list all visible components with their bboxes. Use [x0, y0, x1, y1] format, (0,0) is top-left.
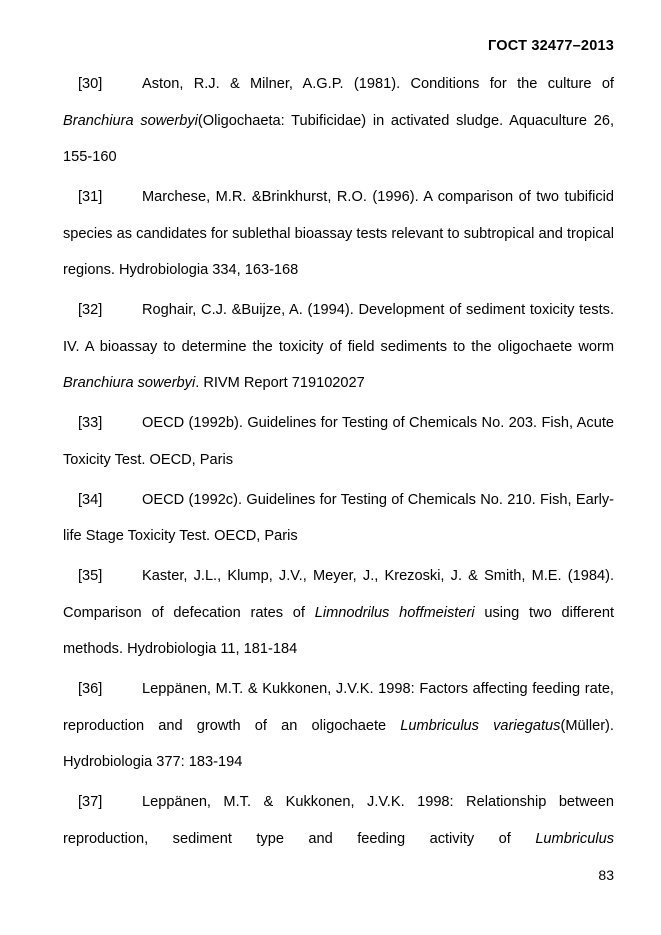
page-number: 83 [598, 867, 614, 883]
reference-text-continued: . RIVM Report 719102027 [195, 375, 365, 391]
reference-text: Kaster, J.L., Klump, J.V., Meyer, J., Krezoski, J. & Smith, M.E. (1984). Comparison of defecation rates of [63, 568, 614, 621]
reference-list [63, 66, 614, 861]
reference-text-continued: (Oligochaeta: Tubificidae) in activated sludge. Aquaculture 26, 155-160 [63, 112, 614, 165]
reference-text-continued: using two different methods. Hydrobiologia 11, 181-184 [63, 604, 614, 657]
reference-text: Aston, R.J. & Milner, A.G.P. (1981). Conditions for the culture of [142, 76, 614, 92]
reference-text-continued: (Müller). Hydrobiologia 377: 183-194 [63, 717, 614, 770]
reference-item-37 [63, 784, 614, 857]
reference-number: [33] [78, 415, 103, 431]
reference-number: [32] [78, 302, 103, 318]
reference-number: [37] [78, 794, 103, 810]
reference-text: Marchese, M.R. &Brinkhurst, R.O. (1996). A comparison of two tubificid species as candidates for sublethal bioassay tests relevant to subtropical and tropical regions. Hydrobiologia 334, 163-168 [63, 189, 614, 278]
reference-species-name: Lumbriculus [535, 830, 614, 847]
reference-species-name: Lumbriculus variegatus [400, 717, 561, 734]
reference-species-name: Branchiura sowerbyi [63, 112, 198, 129]
reference-item-32 [63, 292, 614, 402]
reference-text: Leppänen, M.T. & Kukkonen, J.V.K. 1998: Factors affecting feeding rate, reproduction and growth of an oligochaete [63, 681, 614, 734]
reference-item-31 [63, 179, 614, 289]
reference-text: OECD (1992c). Guidelines for Testing of Chemicals No. 210. Fish, Early-life Stage Toxicity Test. OECD, Paris [63, 491, 614, 544]
reference-item-30 [63, 66, 614, 176]
reference-number: [34] [78, 491, 103, 508]
reference-item-35 [63, 558, 614, 668]
reference-number: [31] [78, 189, 103, 205]
reference-number: [36] [78, 681, 103, 697]
reference-number: [30] [78, 76, 103, 92]
reference-text: OECD (1992b). Guidelines for Testing of Chemicals No. 203. Fish, Acute Toxicity Test. OECD, Paris [63, 415, 614, 468]
reference-item-34 [63, 482, 614, 555]
reference-text: Leppänen, M.T. & Kukkonen, J.V.K. 1998: Relationship between reproduction, sediment type and feeding activity of [63, 794, 614, 847]
reference-species-name: Branchiura sowerbyi [63, 375, 196, 391]
reference-number: [35] [78, 568, 103, 584]
document-standard-header: ГОСТ 32477–2013 [488, 38, 614, 54]
reference-item-36 [63, 671, 614, 781]
reference-text: Roghair, C.J. &Buijze, A. (1994). Development of sediment toxicity tests. IV. A bioassay to determine the toxicity of field sediments to the oligochaete worm [63, 302, 614, 355]
reference-species-name: Limnodrilus hoffmeisteri [314, 604, 475, 621]
reference-item-33 [63, 405, 614, 478]
